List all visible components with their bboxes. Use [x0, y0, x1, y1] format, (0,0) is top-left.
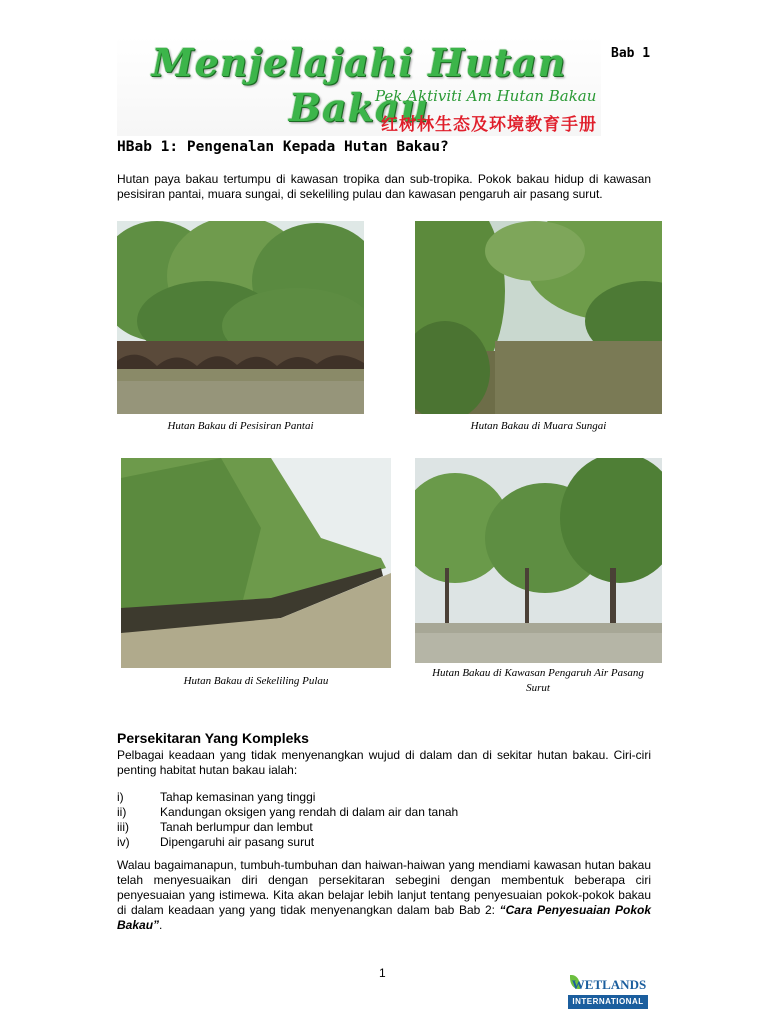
list-item-number: i)	[117, 790, 124, 804]
chapter-tag: Bab 1	[611, 46, 651, 61]
list-item-text: Kandungan oksigen yang rendah di dalam air dan tanah	[160, 805, 459, 819]
intro-paragraph: Hutan paya bakau tertumpu di kawasan tropika dan sub-tropika. Pokok bakau hidup di kawasan pesisiran pantai, muara sungai, di sekeliling pulau dan kawasan pengaruh air pasang surut.	[117, 172, 651, 201]
photo-caption-4: Hutan Bakau di Kawasan Pengaruh Air Pasang Surut	[432, 667, 644, 694]
list-item-text: Tahap kemasinan yang tinggi	[160, 790, 316, 804]
section-heading: Persekitaran Yang Kompleks	[117, 730, 309, 746]
chapter-heading: HBab 1: Pengenalan Kepada Hutan Bakau?	[117, 139, 449, 155]
photo-tidal-mangrove	[415, 458, 662, 663]
photo-caption-1: Hutan Bakau di Pesisiran Pantai	[167, 420, 314, 432]
photo-island-mangrove	[121, 458, 391, 668]
habitat-list	[117, 790, 458, 850]
list-item	[117, 805, 458, 820]
chapter-2-reference: “Cara Penyesuaian Pokok Bakau”	[117, 903, 651, 932]
page-number: 1	[379, 966, 386, 980]
list-item	[117, 820, 458, 835]
list-item-number: iii)	[117, 820, 129, 834]
logo-wordmark: WETLANDS	[571, 977, 647, 992]
list-item-number: ii)	[117, 805, 127, 819]
photo-caption-3: Hutan Bakau di Sekeliling Pulau	[183, 675, 329, 687]
list-item-number: iv)	[117, 835, 130, 849]
banner-subtitle: Pek Aktiviti Am Hutan Bakau	[375, 87, 597, 105]
closing-period: .	[159, 918, 163, 932]
list-item	[117, 790, 458, 805]
wetlands-international-logo	[568, 973, 650, 1013]
photo-coastal-mangrove	[117, 221, 364, 414]
closing-paragraph	[117, 858, 651, 933]
closing-text: Walau bagaimanapun, tumbuh-tumbuhan dan haiwan-haiwan yang mendiami kawasan hutan bakau telah menyesuaikan diri dengan persekitaran sebegini dengan membentuk beberapa ciri penyesuaian yang istimewa. Kita akan belajar lebih lanjut tentang penyesuaian pokok-pokok bakau di dalam keadaan yang yang tidak menyenangkan dalam bab Bab 2:	[117, 858, 651, 917]
photo-caption-2: Hutan Bakau di Muara Sungai	[470, 420, 607, 432]
logo-bar: INTERNATIONAL	[568, 995, 648, 1009]
section-intro: Pelbagai keadaan yang tidak menyenangkan wujud di dalam dan di sekitar hutan bakau. Ciri-ciri penting habitat hutan bakau ialah:	[117, 748, 651, 777]
photo-river-mangrove	[415, 221, 662, 414]
list-item-text: Tanah berlumpur dan lembut	[160, 820, 313, 834]
banner-chinese-subtitle: 红树林生态及环境教育手册	[381, 115, 597, 135]
list-item-text: Dipengaruhi air pasang surut	[160, 835, 315, 849]
header-banner	[117, 36, 601, 136]
list-item	[117, 835, 458, 850]
banner-title: Menjelajahi Hutan Bakau	[151, 40, 567, 130]
